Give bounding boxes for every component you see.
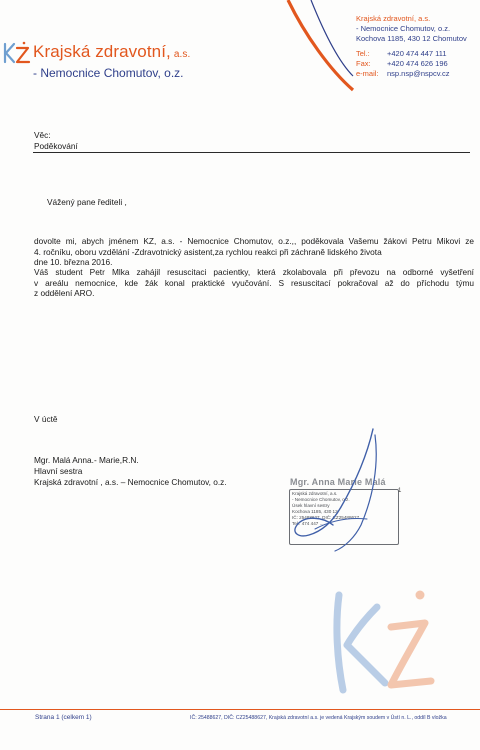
fax-number: +420 474 626 196 <box>387 59 448 68</box>
stamp-number: 1 <box>398 488 402 494</box>
stamp-line: Tel.: 474 447 ... <box>292 521 324 526</box>
stamp-line: Krajská zdravotní, a.s. <box>292 491 338 496</box>
organization-suffix: a.s. <box>173 49 191 60</box>
email-address: nsp.nsp@nspcv.cz <box>387 69 450 78</box>
fax-label: Fax: <box>356 59 371 68</box>
stamp-name: Mgr. Anna Marie Malá <box>290 477 386 487</box>
signatory-organization: Krajská zdravotní , a.s. – Nemocnice Chomutov, o.z. <box>34 477 227 487</box>
paragraph-line: dne 10. března 2016. <box>34 257 113 267</box>
header-decoration-arcs <box>285 0 355 92</box>
closing: V úctě <box>34 414 58 424</box>
contact-address-line: Kochova 1185, 430 12 Chomutov <box>356 34 467 43</box>
subject-text: Poděkování <box>34 141 78 151</box>
stamp-line: IČ: 25488627, DIČ: CZ25488627 <box>292 515 360 520</box>
handwritten-signature <box>275 425 385 555</box>
kz-watermark-icon <box>325 565 445 705</box>
stamp-line: Kochova 1185, 430 12 <box>292 509 338 514</box>
salutation: Vážený pane řediteli , <box>47 197 127 207</box>
email-label: e-mail: <box>356 69 379 78</box>
paragraph-line: dovolte mi, abych jménem KZ, a.s. - Nemocnice Chomutov, o.z.,, poděkovala Vašemu žákovi Petru Mikovi ze <box>34 236 474 246</box>
stamp-line: Úsek hlavní sestry <box>292 503 330 508</box>
contact-branch-line: - Nemocnice Chomutov, o.z. <box>356 24 451 33</box>
subject-label: Věc: <box>34 130 51 140</box>
paragraph-thanks <box>34 236 474 268</box>
page-number: Strana 1 (celkem 1) <box>35 714 92 721</box>
signatory-position: Hlavní sestra <box>34 466 83 476</box>
contact-org-line: Krajská zdravotní, a.s. <box>356 14 431 23</box>
contact-block <box>356 14 467 79</box>
kz-logo-icon <box>2 40 32 66</box>
phone-label: Tel.: <box>356 49 370 58</box>
organization-name: Krajská zdravotní, a.s. <box>33 42 191 61</box>
signatory-name: Mgr. Malá Anna.- Marie,R.N. <box>34 455 139 465</box>
paragraph-line: v areálu nemocnice, kde žák konal praktické vyučování. S resuscitací pokračoval až do příchodu týmu <box>34 277 474 288</box>
subject-divider <box>33 152 470 153</box>
paragraph-line: z oddělení ARO. <box>34 288 95 298</box>
phone-number: +420 474 447 111 <box>387 49 447 58</box>
paragraph-line: 4. ročníku, oboru vzdělání -Zdravotnický asistent,za rychlou reakci při záchraně lidského života <box>34 246 382 257</box>
paragraph-details <box>34 267 474 299</box>
paragraph-line: Váš student Petr Mlka zahájil resuscitaci pacientky, která zkolabovala při převozu na odborné vyšetření <box>34 267 474 277</box>
organization-subtitle: - Nemocnice Chomutov, o.z. <box>33 66 184 80</box>
footer-divider <box>0 709 480 710</box>
footer-registration: IČ: 25488627, DIČ: CZ25488627, Krajská zdravotní a.s. je vedená Krajským soudem v Ústí n. L., oddíl B vložka <box>190 715 447 721</box>
stamp-line: - Nemocnice Chomutov, o.z. <box>292 497 350 502</box>
